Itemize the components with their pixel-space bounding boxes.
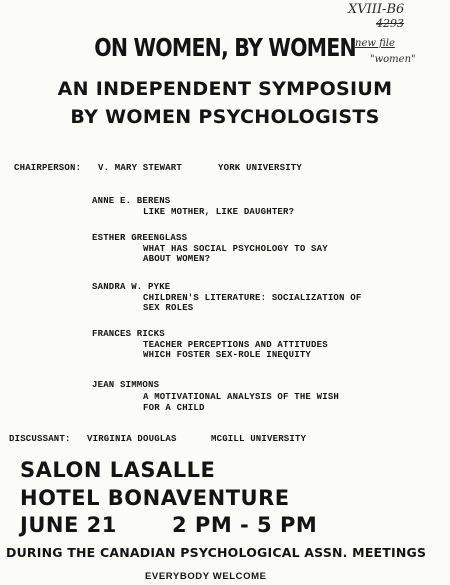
speaker-talk-title-cont: SEX ROLES <box>143 303 194 313</box>
event-date: JUNE 21 <box>20 513 117 537</box>
occasion-note: DURING THE CANADIAN PSYCHOLOGICAL ASSN. MEETINGS <box>6 545 427 560</box>
discussant-name: VIRGINIA DOUGLAS <box>87 434 177 444</box>
chair-label: CHAIRPERSON: <box>14 163 82 173</box>
ref-sub-annotation: 4293 <box>376 17 404 30</box>
discussant-label: DISCUSSANT: <box>9 434 71 444</box>
speaker-talk-title-cont: ABOUT WOMEN? <box>143 254 211 264</box>
speaker-talk-title: WHAT HAS SOCIAL PSYCHOLOGY TO SAY <box>143 244 328 254</box>
speaker-talk-title-cont: WHICH FOSTER SEX-ROLE INEQUITY <box>143 350 312 360</box>
speaker-name: ANNE E. BERENS <box>92 196 171 206</box>
ref-code-annotation: XVIII-B6 <box>348 2 405 17</box>
speaker-name: JEAN SIMMONS <box>92 380 160 390</box>
subtitle-line2: BY WOMEN PSYCHOLOGISTS <box>70 106 380 128</box>
welcome-note: EVERYBODY WELCOME <box>145 571 267 582</box>
venue-room: SALON LASALLE <box>20 458 216 482</box>
speaker-name: ESTHER GREENGLASS <box>92 233 188 243</box>
file-note-line2: "women" <box>370 54 416 65</box>
speaker-talk-title-cont: FOR A CHILD <box>143 403 205 413</box>
chair-name: V. MARY STEWART <box>98 163 183 173</box>
speaker-name: FRANCES RICKS <box>92 329 165 339</box>
speaker-talk-title: TEACHER PERCEPTIONS AND ATTITUDES <box>143 340 328 350</box>
venue-hotel: HOTEL BONAVENTURE <box>20 486 290 510</box>
poster-title: ON WOMEN, BY WOMEN <box>94 33 356 62</box>
speaker-talk-title: A MOTIVATIONAL ANALYSIS OF THE WISH <box>143 392 340 402</box>
speaker-talk-title: LIKE MOTHER, LIKE DAUGHTER? <box>143 207 295 217</box>
event-time: 2 PM - 5 PM <box>172 513 318 537</box>
speaker-talk-title: CHILDREN'S LITERATURE: SOCIALIZATION OF <box>143 293 362 303</box>
chair-affiliation: YORK UNIVERSITY <box>218 163 303 173</box>
discussant-affiliation: MCGILL UNIVERSITY <box>211 434 307 444</box>
speaker-name: SANDRA W. PYKE <box>92 282 171 292</box>
subtitle-line1: AN INDEPENDENT SYMPOSIUM <box>57 78 393 100</box>
file-note-line1: new file <box>355 38 395 49</box>
